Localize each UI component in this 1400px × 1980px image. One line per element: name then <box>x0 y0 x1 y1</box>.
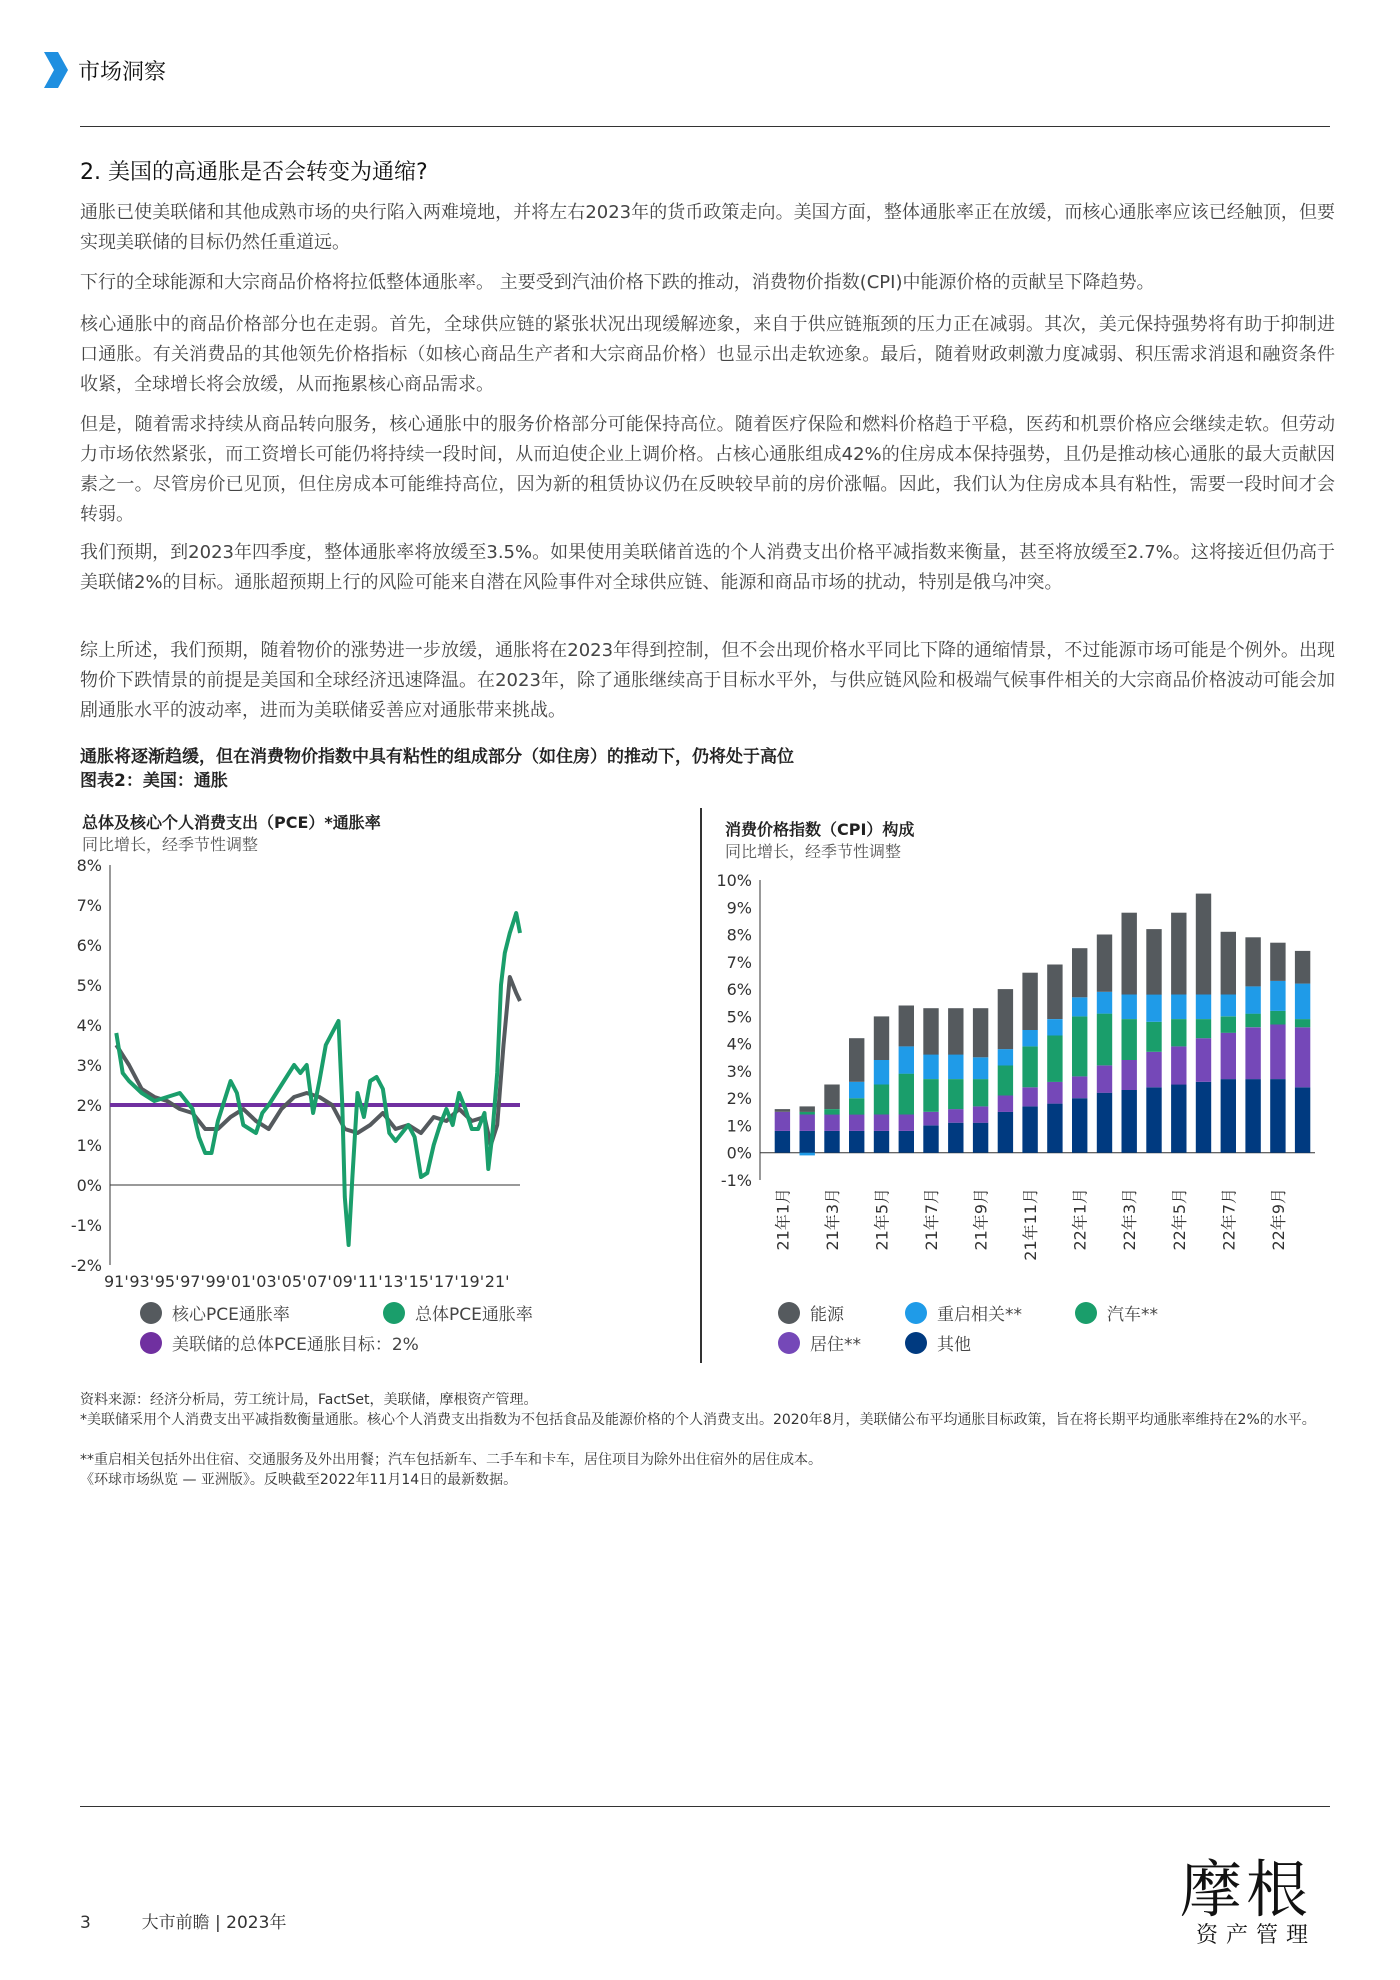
bar-segment <box>1270 1025 1285 1080</box>
bar-segment <box>1171 1085 1186 1153</box>
y-tick-label: 4% <box>76 1016 102 1035</box>
pce-line-chart <box>70 850 670 1320</box>
bar-segment <box>1072 1076 1087 1098</box>
x-tick-label: 15' <box>408 1272 434 1291</box>
bar-segment <box>1122 995 1137 1020</box>
legend-other: 其他 <box>905 1330 971 1355</box>
bar-segment <box>1196 1082 1211 1153</box>
bar-segment <box>973 1106 988 1122</box>
footnote: *美联储采用个人消费支出平减指数衡量通胀。核心个人消费支出指数为不包括食品及能源价格的个人消费支出。2020年8月，美联储公布平均通胀目标政策，旨在将长期平均通胀率维持在2%的水平。 <box>80 1412 1316 1428</box>
bar-segment <box>1221 932 1236 995</box>
y-tick-label: 0% <box>726 1143 752 1163</box>
bar-segment <box>1072 1016 1087 1076</box>
x-tick-label: 22年5月 <box>1169 1188 1189 1251</box>
bar-segment <box>1047 1036 1062 1082</box>
bar-segment <box>1295 1019 1310 1027</box>
bar-segment <box>824 1131 839 1153</box>
bar-segment <box>1171 995 1186 1020</box>
paragraph: 核心通胀中的商品价格部分也在走弱。首先，全球供应链的紧张状况出现缓解迹象，来自于供应链瓶颈的压力正在减弱。其次，美元保持强势将有助于抑制进口通胀。有关消费品的其他领先价格指标（如核心商品生产者和大宗商品价格）也显示出走软迹象。最后，随着财政刺激力度减弱、积压需求消退和融资条件收紧，全球增长将会放缓，从而拖累核心商品需求。 <box>80 314 1335 395</box>
bar-segment <box>1270 981 1285 1011</box>
y-tick-label: -2% <box>70 1256 102 1275</box>
bar-segment <box>1295 984 1310 1020</box>
chart2-subtitle: 同比增长，经季节性调整 <box>725 842 902 861</box>
legend-autos: 汽车** <box>1075 1300 1158 1325</box>
bar-segment <box>849 1038 864 1082</box>
publication-name: 大市前瞻 | 2023年 <box>141 1913 287 1933</box>
paragraph: 我们预期，到2023年四季度，整体通胀率将放缓至3.5%。如果使用美联储首选的个人消费支出价格平减指数来衡量，甚至将放缓至2.7%。这将接近但仍高于美联储2%的目标。通胀超预期上行的风险可能来自潜在风险事件对全球供应链、能源和商品市场的扰动，特别是俄乌冲突。 <box>80 542 1335 593</box>
y-tick-label: 6% <box>76 936 102 955</box>
cpi-stacked-bar-chart <box>715 860 1335 1300</box>
y-tick-label: 2% <box>726 1089 752 1109</box>
bar-segment <box>1022 973 1037 1030</box>
bar-segment <box>874 1085 889 1115</box>
footnote: **重启相关包括外出住宿、交通服务及外出用餐；汽车包括新车、二手车和卡车，居住项目为除外出住宿外的居住成本。 <box>80 1452 822 1468</box>
legend-swatch <box>140 1332 162 1354</box>
bar-segment <box>1122 1090 1137 1153</box>
bar-segment <box>1221 995 1236 1017</box>
bar-segment <box>899 1074 914 1115</box>
x-tick-label: 22年1月 <box>1070 1188 1090 1251</box>
legend-energy: 能源 <box>778 1300 844 1325</box>
bar-segment <box>923 1126 938 1153</box>
bar-segment <box>923 1079 938 1112</box>
bar-segment <box>800 1153 815 1156</box>
bar-segment <box>874 1016 889 1060</box>
y-tick-label: 9% <box>726 898 752 918</box>
x-tick-label: 99' <box>205 1272 231 1291</box>
x-tick-label: 03' <box>256 1272 282 1291</box>
bar-segment <box>1196 1038 1211 1082</box>
legend-reopening: 重启相关** <box>905 1300 1022 1325</box>
legend-swatch <box>140 1302 162 1324</box>
y-tick-label: 1% <box>726 1116 752 1136</box>
x-tick-label: 09' <box>332 1272 358 1291</box>
bar-segment <box>800 1131 815 1153</box>
bar-segment <box>1146 1087 1161 1153</box>
x-tick-label: 97' <box>180 1272 205 1291</box>
legend-fed-target: 美联储的总体PCE通胀目标：2% <box>140 1330 419 1355</box>
bar-segment <box>998 1096 1013 1112</box>
bar-segment <box>1047 1082 1062 1104</box>
legend-swatch <box>1075 1302 1097 1324</box>
legend-core-pce: 核心PCE通胀率 <box>140 1300 290 1325</box>
bar-segment <box>775 1131 790 1153</box>
bar-segment <box>874 1115 889 1131</box>
paragraph: 综上所述，我们预期，随着物价的涨势进一步放缓，通胀将在2023年得到控制，但不会出现价格水平同比下降的通缩情景，不过能源市场可能是个例外。出现物价下跌情景的前提是美国和全球经济迅速降温。在2023年，除了通胀继续高于目标水平外，与供应链风险和极端气候事件相关的大宗商品价格波动可能会加剧通胀水平的波动率，进而为美联储妥善应对通胀带来挑战。 <box>80 640 1335 721</box>
bar-segment <box>1196 1019 1211 1038</box>
bar-segment <box>899 1006 914 1047</box>
x-tick-label: 95' <box>154 1272 180 1291</box>
y-tick-label: -1% <box>70 1216 102 1235</box>
x-tick-label: 21年3月 <box>822 1188 842 1251</box>
y-tick-label: 0% <box>76 1176 102 1195</box>
bar-segment <box>800 1112 815 1115</box>
legend-swatch <box>905 1302 927 1324</box>
chart1-title: 总体及核心个人消费支出（PCE）*通胀率 <box>82 813 381 832</box>
chevron-right-icon <box>40 50 70 90</box>
bar-segment <box>800 1115 815 1131</box>
figure-headline: 通胀将逐渐趋缓，但在消费物价指数中具有粘性的组成部分（如住房）的推动下，仍将处于高位 <box>80 747 794 767</box>
paragraph: 下行的全球能源和大宗商品价格将拉低整体通胀率。 主要受到汽油价格下跌的推动，消费物价指数(CPI)中能源价格的贡献呈下降趋势。 <box>80 272 1155 293</box>
bar-segment <box>973 1057 988 1079</box>
paragraph: 但是，随着需求持续从商品转向服务，核心通胀中的服务价格部分可能保持高位。随着医疗保险和燃料价格趋于平稳，医药和机票价格应会继续走软。但劳动力市场依然紧张，而工资增长可能仍将持续一段时间，从而迫使企业上调价格。占核心通胀组成42%的住房成本保持强势，且仍是推动核心通胀的最大贡献因素之一。尽管房价已见顶，但住房成本可能维持高位，因为新的租赁协议仍在反映较早前的房价涨幅。因此，我们认为住房成本具有粘性，需要一段时间才会转弱。 <box>80 414 1335 525</box>
y-tick-label: 5% <box>76 976 102 995</box>
bar-segment <box>1122 913 1137 995</box>
y-tick-label: 7% <box>726 952 752 972</box>
bar-segment <box>1245 1079 1260 1153</box>
paragraph: 通胀已使美联储和其他成熟市场的央行陷入两难境地，并将左右2023年的货币政策走向。美国方面，整体通胀率正在放缓，而核心通胀率应该已经触顶，但要实现美联储的目标仍然任重道远。 <box>80 202 1335 253</box>
legend-swatch <box>778 1332 800 1354</box>
x-tick-label: 93' <box>129 1272 155 1291</box>
bar-segment <box>1171 1046 1186 1084</box>
bar-segment <box>1270 943 1285 981</box>
x-tick-label: 21年5月 <box>872 1188 892 1251</box>
x-tick-label: 91' <box>103 1272 129 1291</box>
footer-divider <box>80 1806 1330 1807</box>
bar-segment <box>948 1008 963 1054</box>
bar-segment <box>948 1123 963 1153</box>
headline-pce-line <box>116 913 520 1245</box>
bar-segment <box>998 989 1013 1049</box>
y-tick-label: 5% <box>726 1007 752 1027</box>
footer-text <box>80 1908 286 1933</box>
page-header <box>40 52 166 88</box>
bar-segment <box>923 1055 938 1080</box>
bar-segment <box>1146 995 1161 1022</box>
bar-segment <box>1245 937 1260 986</box>
bar-segment <box>775 1112 790 1131</box>
footnote: 《环球市场纵览 — 亚洲版》。反映截至2022年11月14日的最新数据。 <box>80 1472 518 1488</box>
bar-segment <box>1171 1019 1186 1046</box>
legend-swatch <box>778 1302 800 1324</box>
header-divider <box>80 126 1330 127</box>
source-note: 资料来源：经济分析局，劳工统计局，FactSet，美联储，摩根资产管理。 <box>80 1392 538 1408</box>
bar-segment <box>948 1055 963 1080</box>
chart-separator <box>700 808 702 1363</box>
bar-segment <box>1146 929 1161 995</box>
bar-segment <box>824 1115 839 1131</box>
bar-segment <box>1295 1087 1310 1153</box>
bar-segment <box>1196 894 1211 995</box>
bar-segment <box>849 1131 864 1153</box>
x-tick-label: 21年11月 <box>1021 1188 1041 1261</box>
bar-segment <box>1097 1093 1112 1153</box>
bar-segment <box>1097 992 1112 1014</box>
bar-segment <box>849 1098 864 1114</box>
y-tick-label: 7% <box>76 896 102 915</box>
bar-segment <box>1072 997 1087 1016</box>
bar-segment <box>899 1115 914 1131</box>
bar-segment <box>1245 1014 1260 1028</box>
y-tick-label: -1% <box>720 1171 752 1190</box>
bar-segment <box>824 1085 839 1110</box>
bar-segment <box>923 1112 938 1126</box>
bar-segment <box>998 1049 1013 1065</box>
bar-segment <box>824 1109 839 1115</box>
bar-segment <box>1047 965 1062 1020</box>
bar-segment <box>1245 986 1260 1013</box>
bar-segment <box>1196 995 1211 1020</box>
y-tick-label: 1% <box>76 1136 102 1155</box>
bar-segment <box>1047 1104 1062 1153</box>
bar-segment <box>1122 1019 1137 1060</box>
bar-segment <box>1146 1022 1161 1052</box>
chart2-title: 消费价格指数（CPI）构成 <box>725 820 915 839</box>
y-tick-label: 3% <box>726 1061 752 1081</box>
logo: 摩根 <box>1180 1853 1313 1926</box>
y-tick-label: 2% <box>76 1096 102 1115</box>
page-number: 3 <box>80 1913 91 1933</box>
y-tick-label: 4% <box>726 1034 752 1054</box>
bar-segment <box>998 1112 1013 1153</box>
x-tick-label: 21年1月 <box>773 1188 793 1251</box>
y-tick-label: 6% <box>726 980 752 1000</box>
bar-segment <box>1221 1079 1236 1153</box>
bar-segment <box>849 1082 864 1098</box>
bar-segment <box>973 1079 988 1106</box>
x-tick-label: 07' <box>307 1272 332 1291</box>
bar-segment <box>973 1123 988 1153</box>
bar-segment <box>1047 1019 1062 1035</box>
x-tick-label: 22年7月 <box>1219 1188 1239 1251</box>
bar-segment <box>1072 1098 1087 1153</box>
bar-segment <box>849 1115 864 1131</box>
bar-segment <box>1270 1079 1285 1153</box>
x-tick-label: 05' <box>281 1272 307 1291</box>
bar-segment <box>1295 951 1310 984</box>
x-tick-label: 19' <box>459 1272 485 1291</box>
x-tick-label: 21' <box>484 1272 510 1291</box>
core-pce-line <box>116 977 520 1145</box>
bar-segment <box>899 1131 914 1153</box>
bar-segment <box>1022 1087 1037 1106</box>
bar-segment <box>1270 1011 1285 1025</box>
x-tick-label: 21年9月 <box>971 1188 991 1251</box>
legend-swatch <box>383 1302 405 1324</box>
bar-segment <box>998 1066 1013 1096</box>
y-tick-label: 10% <box>716 871 752 890</box>
x-tick-label: 21年7月 <box>922 1188 941 1251</box>
bar-segment <box>1171 913 1186 995</box>
bar-segment <box>874 1131 889 1153</box>
bar-segment <box>923 1008 938 1054</box>
bar-segment <box>874 1060 889 1085</box>
bar-segment <box>973 1008 988 1057</box>
legend-headline-pce: 总体PCE通胀率 <box>383 1300 533 1325</box>
section-title: 2. 美国的高通胀是否会转变为通缩? <box>80 160 428 185</box>
logo-subtitle: 资产管理 <box>1196 1923 1317 1948</box>
bar-segment <box>775 1109 790 1112</box>
bar-segment <box>1022 1106 1037 1152</box>
legend-shelter: 居住** <box>778 1330 861 1355</box>
bar-segment <box>1221 1033 1236 1079</box>
figure-label: 图表2：美国：通胀 <box>80 771 228 791</box>
y-tick-label: 8% <box>726 925 752 945</box>
bar-segment <box>1245 1027 1260 1079</box>
bar-segment <box>1022 1030 1037 1046</box>
bar-segment <box>1295 1027 1310 1087</box>
bar-segment <box>948 1109 963 1123</box>
header-title: 市场洞察 <box>78 59 167 85</box>
bar-segment <box>1097 1066 1112 1093</box>
x-tick-label: 22年9月 <box>1268 1188 1288 1251</box>
x-tick-label: 01' <box>230 1272 256 1291</box>
bar-segment <box>1097 935 1112 992</box>
chart1-subtitle: 同比增长，经季节性调整 <box>82 835 259 854</box>
bar-segment <box>1097 1014 1112 1066</box>
x-tick-label: 11' <box>357 1272 383 1291</box>
legend-swatch <box>905 1332 927 1354</box>
x-tick-label: 17' <box>433 1272 459 1291</box>
x-tick-label: 13' <box>383 1272 408 1291</box>
y-tick-label: 3% <box>76 1056 102 1075</box>
bar-segment <box>1072 948 1087 997</box>
bar-segment <box>800 1106 815 1112</box>
bar-segment <box>1022 1046 1037 1087</box>
bar-segment <box>1122 1060 1137 1090</box>
x-tick-label: 22年3月 <box>1120 1188 1140 1251</box>
bar-segment <box>948 1079 963 1109</box>
bar-segment <box>1221 1016 1236 1032</box>
bar-segment <box>1146 1052 1161 1088</box>
y-tick-label: 8% <box>76 856 102 875</box>
bar-segment <box>899 1046 914 1073</box>
